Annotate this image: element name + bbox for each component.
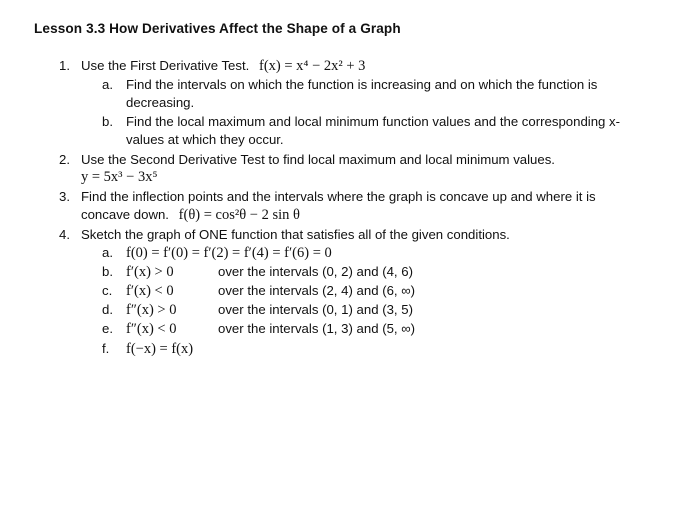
condition-f-label: f. [102, 341, 110, 356]
item-1-instruction: Use the First Derivative Test. [81, 58, 250, 73]
condition-d-expr: f″(x) > 0 [126, 302, 177, 318]
item-2-number: 2. [59, 152, 70, 167]
item-4-text: Sketch the graph of ONE function that satisfies all of the given conditions. [81, 227, 510, 242]
item-1a-line2: decreasing. [126, 95, 195, 110]
item-1-formula: f(x) = x⁴ − 2x² + 3 [259, 58, 366, 74]
condition-c-desc: over the intervals (2, 4) and (6, ∞) [218, 283, 416, 298]
item-1b-line2: values at which they occur. [126, 132, 284, 147]
item-1a-line1: Find the intervals on which the function is increasing and on which the function is [126, 77, 598, 92]
item-3-line1: Find the inflection points and the intervals where the graph is concave up and where it is [81, 189, 596, 204]
item-3-formula: f(θ) = cos²θ − 2 sin θ [178, 207, 300, 223]
item-4-number: 4. [59, 227, 70, 242]
condition-b-label: b. [102, 264, 113, 279]
item-2-text: Use the Second Derivative Test to find local maximum and local minimum values. [81, 152, 555, 167]
item-3-number: 3. [59, 189, 70, 204]
condition-a-expr: f(0) = f′(0) = f′(2) = f′(4) = f′(6) = 0 [126, 245, 332, 261]
condition-c-expr: f′(x) < 0 [126, 283, 174, 299]
condition-a-label: a. [102, 245, 113, 260]
condition-b-desc: over the intervals (0, 2) and (4, 6) [218, 264, 413, 279]
item-1b-line1: Find the local maximum and local minimum function values and the corresponding x- [126, 114, 621, 129]
condition-b-expr: f′(x) > 0 [126, 264, 174, 280]
item-3-line2: concave down. [81, 207, 169, 222]
condition-d-label: d. [102, 302, 113, 317]
condition-a [102, 244, 332, 263]
condition-c-label: c. [102, 283, 113, 298]
item-3-line2-wrap [81, 206, 300, 225]
condition-e-label: e. [102, 321, 113, 336]
condition-e-expr: f″(x) < 0 [126, 321, 177, 337]
condition-f-expr: f(−x) = f(x) [126, 341, 194, 357]
item-1b-label: b. [102, 114, 113, 129]
item-1a-label: a. [102, 77, 113, 92]
condition-b [102, 263, 413, 282]
condition-e-desc: over the intervals (1, 3) and (5, ∞) [218, 321, 416, 336]
page-title: Lesson 3.3 How Derivatives Affect the Shape of a Graph [34, 21, 401, 36]
condition-d-desc: over the intervals (0, 1) and (3, 5) [218, 302, 413, 317]
item-1-number: 1. [59, 58, 70, 73]
condition-f [102, 340, 193, 359]
item-1-text [81, 57, 365, 76]
condition-e [102, 320, 415, 339]
item-2-formula: y = 5x³ − 3x⁵ [81, 169, 158, 185]
condition-c [102, 282, 415, 301]
condition-d [102, 301, 413, 320]
